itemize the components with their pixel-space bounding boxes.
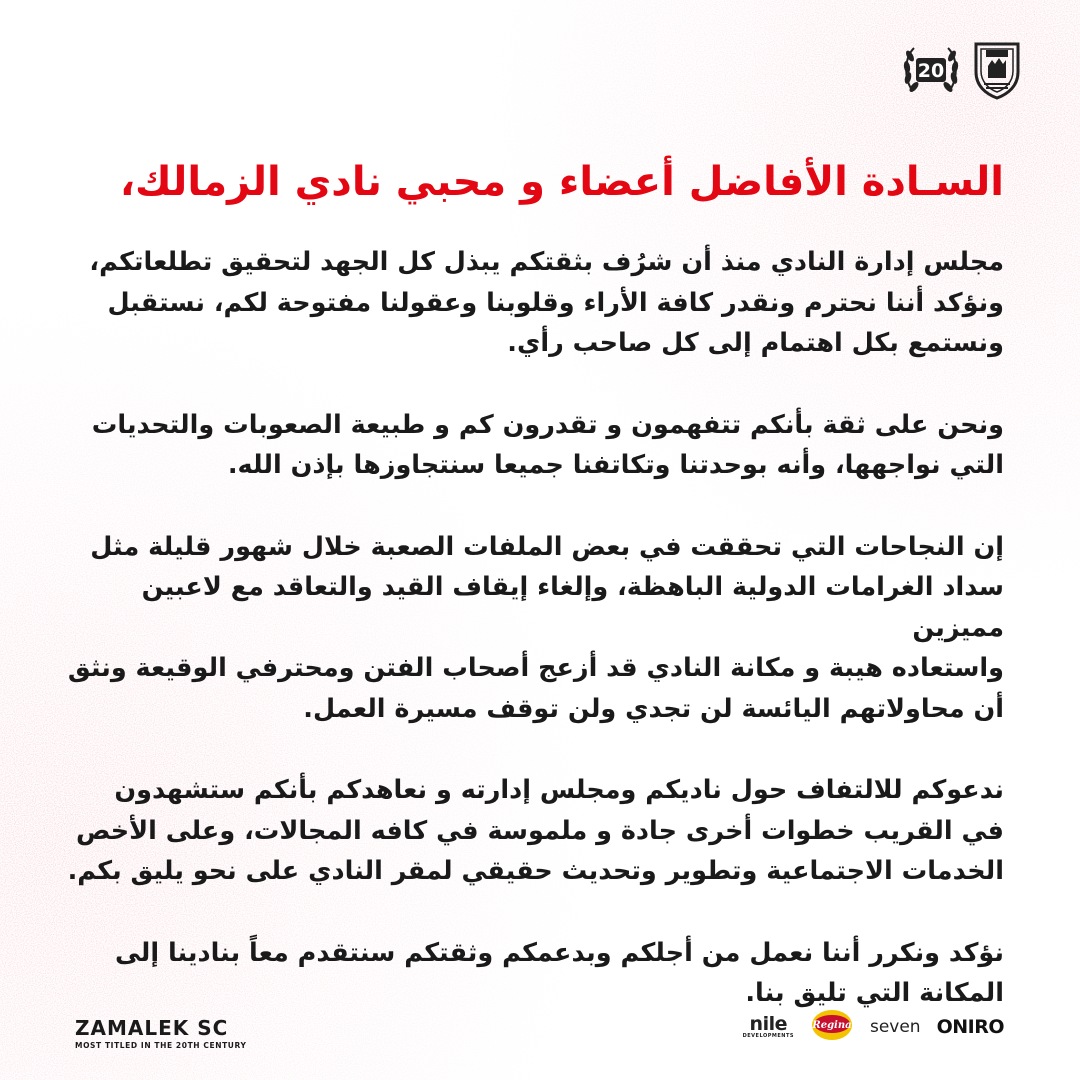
paragraph-1 <box>66 242 1004 364</box>
text-line: سداد الغرامات الدولية الباهظة، وإلغاء إيقاف القيد والتعاقد مع لاعبين مميزين <box>141 572 1004 643</box>
text-line: إن النجاحات التي تحققت في بعض الملفات الصعبة خلال شهور قليلة مثل <box>90 531 1004 562</box>
letter-body <box>66 150 1004 1055</box>
text-line: الخدمات الاجتماعية وتطوير وتحديث حقيقي لمقر النادي على نحو يليق بكم. <box>67 856 1004 886</box>
text-line: التي نواجهها، وأنه بوحدتنا وتكاتفنا جميعا سنتجاوزها بإذن الله. <box>227 450 1004 480</box>
paragraph-4 <box>66 770 1004 892</box>
regina-wordmark: Regina <box>812 1020 852 1031</box>
nile-wordmark: nile <box>749 1013 787 1035</box>
text-line: ونستمع بكل اهتمام إلى كل صاحب رأي. <box>507 328 1004 358</box>
header-logos <box>902 38 1022 104</box>
sponsor-logos <box>743 1006 1004 1048</box>
paragraph-5 <box>66 933 1004 1014</box>
nile-subtitle: DEVELOPMENTS <box>742 1033 794 1039</box>
badge-number: 20 <box>917 60 945 82</box>
text-line: ندعوكم للالتفاف حول ناديكم ومجلس إدارته و نعاهدكم بأنكم ستشهدون <box>114 775 1004 805</box>
sponsor-oniro-logo: ONIRO <box>936 1016 1004 1038</box>
text-line: واستعاده هيبة و مكانة النادي قد أزعج أصحاب الفتن ومحترفي الوقيعة ونثق <box>67 653 1004 683</box>
brand-tagline: MOST TITLED IN THE 20TH CENTURY <box>75 1041 247 1050</box>
text-line: ونحن على ثقة بأنكم تتفهمون و تقدرون كم و طبيعة الصعوبات والتحديات <box>91 409 1004 440</box>
sponsor-regina-logo <box>810 1006 854 1048</box>
paragraph-3 <box>66 527 1004 730</box>
zamalek-crest-icon <box>972 38 1022 104</box>
text-line: أن محاولاتهم اليائسة لن تجدي ولن توقف مسيرة العمل. <box>303 693 1004 724</box>
letter-headline: السـادة الأفاضل أعضاء و محبي نادي الزمالك، <box>119 159 1004 205</box>
paragraph-2 <box>66 405 1004 486</box>
text-line: ونؤكد أننا نحترم ونقدر كافة الأراء وقلوبنا وعقولنا مفتوحة لكم، نستقبل <box>107 287 1004 318</box>
sponsor-nile-logo <box>743 1015 794 1039</box>
brand-name: ZAMALEK SC <box>75 1016 229 1040</box>
text-line: نؤكد ونكرر أننا نعمل من أجلكم وبدعمكم وثقتكم سنتقدم معاً بنادينا إلى <box>114 937 1004 968</box>
text-line: مجلس إدارة النادي منذ أن شرُف بثقتكم يبذل كل الجهد لتحقيق تطلعاتكم، <box>89 247 1004 277</box>
laurel-20-badge-icon <box>902 40 960 102</box>
footer-branding <box>75 1017 246 1050</box>
text-line: في القريب خطوات أخرى جادة و ملموسة في كافه المجالات، وعلى الأخص <box>75 815 1004 846</box>
sponsor-seven-logo: seven <box>869 1017 921 1037</box>
text-line: المكانة التي تليق بنا. <box>745 978 1004 1008</box>
